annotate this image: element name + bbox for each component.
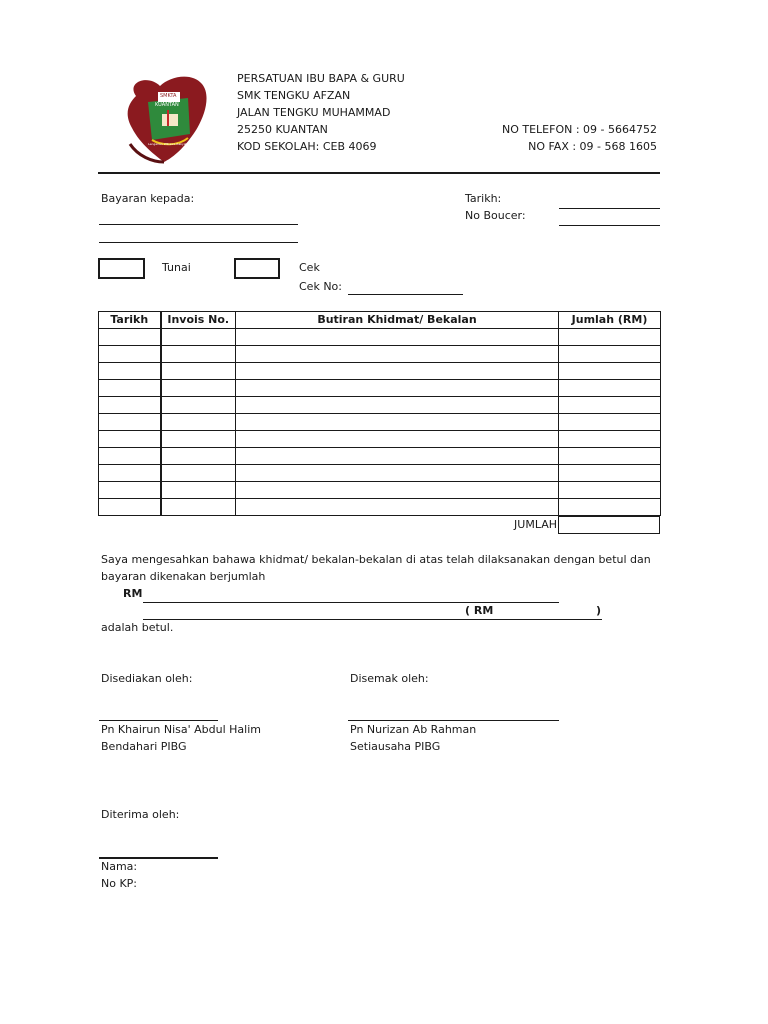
table-row [99,380,661,397]
header-street: JALAN TENGKU MUHAMMAD [237,106,391,119]
date-cell[interactable] [99,431,161,448]
prepared-signature-line[interactable] [99,720,218,721]
description-cell[interactable] [236,499,559,516]
amount-cell[interactable] [559,363,661,380]
logo-text-mid: KUANTAN [155,102,179,108]
prepared-by-label: Disediakan oleh: [101,672,193,685]
amount-cell[interactable] [559,414,661,431]
date-cell[interactable] [99,414,161,431]
invoice-cell[interactable] [161,363,236,380]
amount-cell[interactable] [559,499,661,516]
confirmation-text-line2: bayaran dikenakan berjumlah [101,570,266,583]
table-row [99,397,661,414]
header-school-code: KOD SEKOLAH: CEB 4069 [237,140,377,153]
cheque-no-line[interactable] [348,294,463,295]
amount-cell[interactable] [559,346,661,363]
total-amount-cell[interactable] [558,516,660,534]
logo-motto: Lenganan Wibawa Rakyat dan Wanita [148,142,205,146]
rm-paren-close: ) [596,604,602,617]
checked-signature-line[interactable] [348,720,559,721]
amount-cell[interactable] [559,448,661,465]
col-header-date: Tarikh [99,312,161,329]
voucher-label: No Boucer: [465,209,526,222]
table-row [99,448,661,465]
date-cell[interactable] [99,397,161,414]
table-row [99,465,661,482]
date-cell[interactable] [99,329,161,346]
date-cell[interactable] [99,380,161,397]
date-label: Tarikh: [465,192,502,205]
header-association: PERSATUAN IBU BAPA & GURU [237,72,405,85]
voucher-line[interactable] [559,225,660,226]
col-header-invoice: Invois No. [161,312,236,329]
description-cell[interactable] [236,380,559,397]
invoice-cell[interactable] [161,346,236,363]
name-label: Nama: [101,860,138,873]
invoice-cell[interactable] [161,482,236,499]
confirmation-closing: adalah betul. [101,621,174,634]
header-divider [98,172,660,174]
amount-cell[interactable] [559,380,661,397]
ic-number-label: No KP: [101,877,138,890]
date-cell[interactable] [99,465,161,482]
cheque-checkbox[interactable] [234,258,280,279]
description-cell[interactable] [236,397,559,414]
date-cell[interactable] [99,448,161,465]
description-cell[interactable] [236,465,559,482]
received-signature-line[interactable] [99,857,218,859]
table-row [99,414,661,431]
amount-cell[interactable] [559,465,661,482]
date-cell[interactable] [99,482,161,499]
header-phone: NO TELEFON : 09 - 5664752 [502,123,657,136]
logo-text-top: SMKTA [160,93,177,99]
cash-label: Tunai [162,261,191,274]
description-cell[interactable] [236,448,559,465]
table-row [99,431,661,448]
cash-checkbox[interactable] [98,258,145,279]
amount-cell[interactable] [559,329,661,346]
pay-to-label: Bayaran kepada: [101,192,195,205]
header-school: SMK TENGKU AFZAN [237,89,351,102]
table-row [99,482,661,499]
invoice-cell[interactable] [161,414,236,431]
invoice-cell[interactable] [161,380,236,397]
invoice-cell[interactable] [161,499,236,516]
description-cell[interactable] [236,431,559,448]
table-row [99,499,661,516]
prepared-title: Bendahari PIBG [101,740,187,753]
description-cell[interactable] [236,329,559,346]
items-table-header [99,312,661,329]
invoice-cell[interactable] [161,329,236,346]
pay-to-line-1[interactable] [99,224,298,225]
invoice-cell[interactable] [161,431,236,448]
date-cell[interactable] [99,363,161,380]
table-row [99,363,661,380]
cheque-label: Cek [299,261,320,274]
checked-title: Setiausaha PIBG [350,740,441,753]
rm-label: RM [123,587,143,600]
invoice-cell[interactable] [161,397,236,414]
date-line[interactable] [559,208,660,209]
amount-words-line[interactable] [143,619,602,620]
invoice-cell[interactable] [161,448,236,465]
cheque-no-label: Cek No: [299,280,342,293]
invoice-cell[interactable] [161,465,236,482]
received-by-label: Diterima oleh: [101,808,180,821]
items-table [98,311,661,516]
table-row [99,329,661,346]
table-row [99,346,661,363]
amount-cell[interactable] [559,397,661,414]
confirmation-text-line1: Saya mengesahkan bahawa khidmat/ bekalan-bekalan di atas telah dilaksanakan dengan betul dan [101,553,651,566]
rm-amount-line[interactable] [143,602,559,603]
total-label: JUMLAH [514,518,557,531]
col-header-description: Butiran Khidmat/ Bekalan [236,312,559,329]
description-cell[interactable] [236,414,559,431]
school-logo [122,74,210,164]
logo-emblem [122,74,210,164]
prepared-name: Pn Khairun Nisa' Abdul Halim [101,723,261,736]
rm-paren-open: ( RM [465,604,494,617]
amount-cell[interactable] [559,482,661,499]
col-header-amount: Jumlah (RM) [559,312,661,329]
description-cell[interactable] [236,346,559,363]
date-cell[interactable] [99,346,161,363]
pay-to-line-2[interactable] [99,242,298,243]
checked-name: Pn Nurizan Ab Rahman [350,723,477,736]
amount-cell[interactable] [559,431,661,448]
header-postcode: 25250 KUANTAN [237,123,328,136]
checked-by-label: Disemak oleh: [350,672,429,685]
description-cell[interactable] [236,482,559,499]
description-cell[interactable] [236,363,559,380]
header-fax: NO FAX : 09 - 568 1605 [528,140,657,153]
date-cell[interactable] [99,499,161,516]
